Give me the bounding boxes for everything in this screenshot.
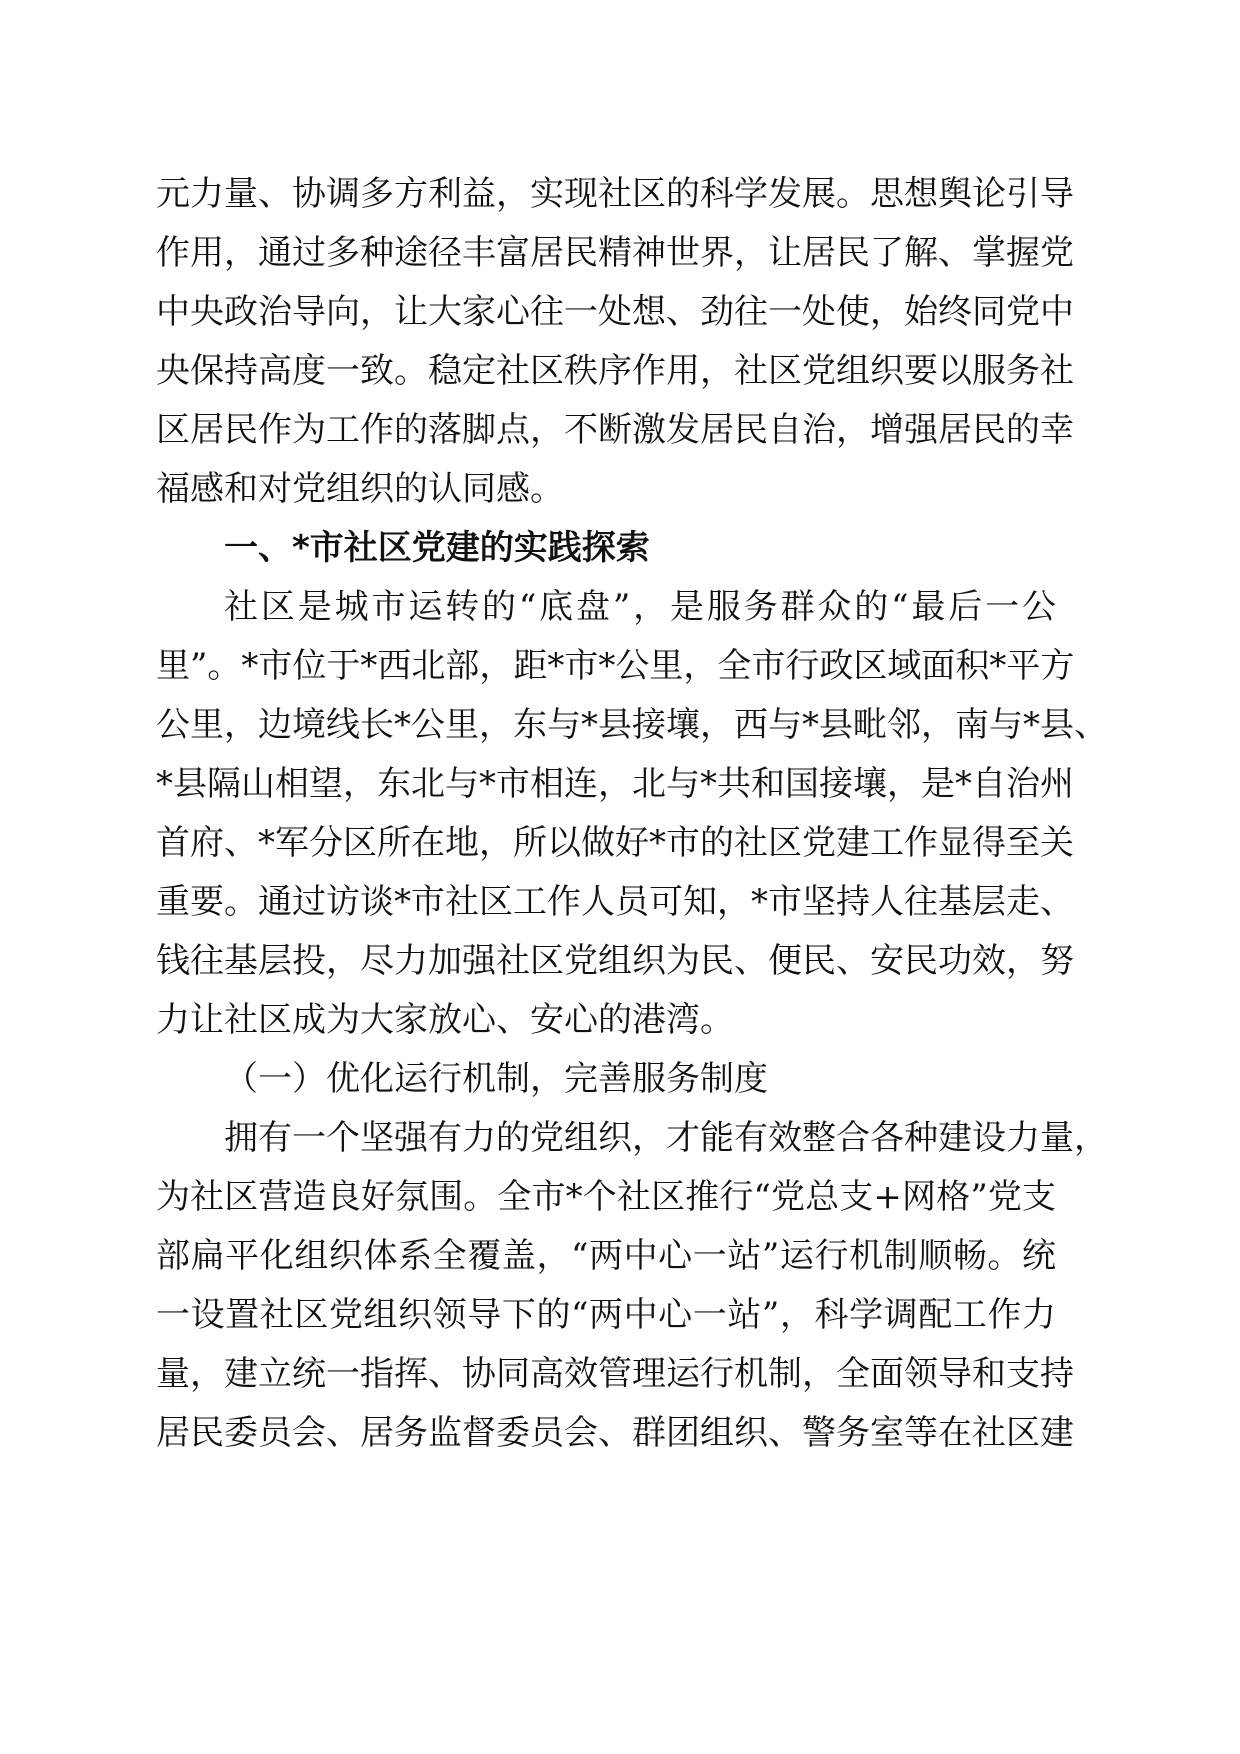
section-heading: 一、*市社区党建的实践探索	[224, 528, 650, 568]
body-text-line: 重要。通过访谈*市社区工作人员可知，*市坚持人往基层走、	[156, 882, 1074, 922]
body-text-line: 钱往基层投，尽力加强社区党组织为民、便民、安民功效，努	[156, 941, 1074, 981]
body-text-line: 社区是城市运转的“底盘”，是服务群众的“最后一公	[224, 587, 1056, 627]
body-text-line: 福感和对党组织的认同感。	[156, 469, 564, 509]
body-text-line: 区居民作为工作的落脚点，不断激发居民自治，增强居民的幸	[156, 410, 1074, 450]
body-text-line: 元力量、协调多方利益，实现社区的科学发展。思想舆论引导	[156, 174, 1074, 214]
body-text-line: 中央政治导向，让大家心往一处想、劲往一处使，始终同党中	[156, 292, 1074, 332]
body-text-line: 里”。*市位于*西北部，距*市*公里，全市行政区域面积*平方	[156, 646, 1075, 686]
body-text-line: 公里，边境线长*公里，东与*县接壤，西与*县毗邻，南与*县、	[156, 705, 1108, 745]
body-text-line: 拥有一个坚强有力的党组织，才能有效整合各种建设力量，	[224, 1118, 1108, 1158]
body-text-line: 力让社区成为大家放心、安心的港湾。	[156, 1000, 734, 1040]
body-text-line: 一设置社区党组织领导下的“两中心一站”，科学调配工作力	[156, 1295, 1056, 1335]
body-text-line: 量，建立统一指挥、协同高效管理运行机制，全面领导和支持	[156, 1354, 1074, 1394]
body-text-line: 居民委员会、居务监督委员会、群团组织、警务室等在社区建	[156, 1413, 1074, 1453]
subsection-heading: （一）优化运行机制，完善服务制度	[224, 1059, 768, 1099]
body-text-line: 央保持高度一致。稳定社区秩序作用，社区党组织要以服务社	[156, 351, 1074, 391]
body-text-line: 首府、*军分区所在地，所以做好*市的社区党建工作显得至关	[156, 823, 1074, 863]
body-text-line: 部扁平化组织体系全覆盖，“两中心一站”运行机制顺畅。统	[156, 1236, 1056, 1276]
body-text-line: *县隔山相望，东北与*市相连，北与*共和国接壤，是*自治州	[156, 764, 1074, 804]
body-text-line: 为社区营造良好氛围。全市*个社区推行“党总支+网格”党支	[156, 1177, 1056, 1217]
body-text-line: 作用，通过多种途径丰富居民精神世界，让居民了解、掌握党	[156, 233, 1074, 273]
